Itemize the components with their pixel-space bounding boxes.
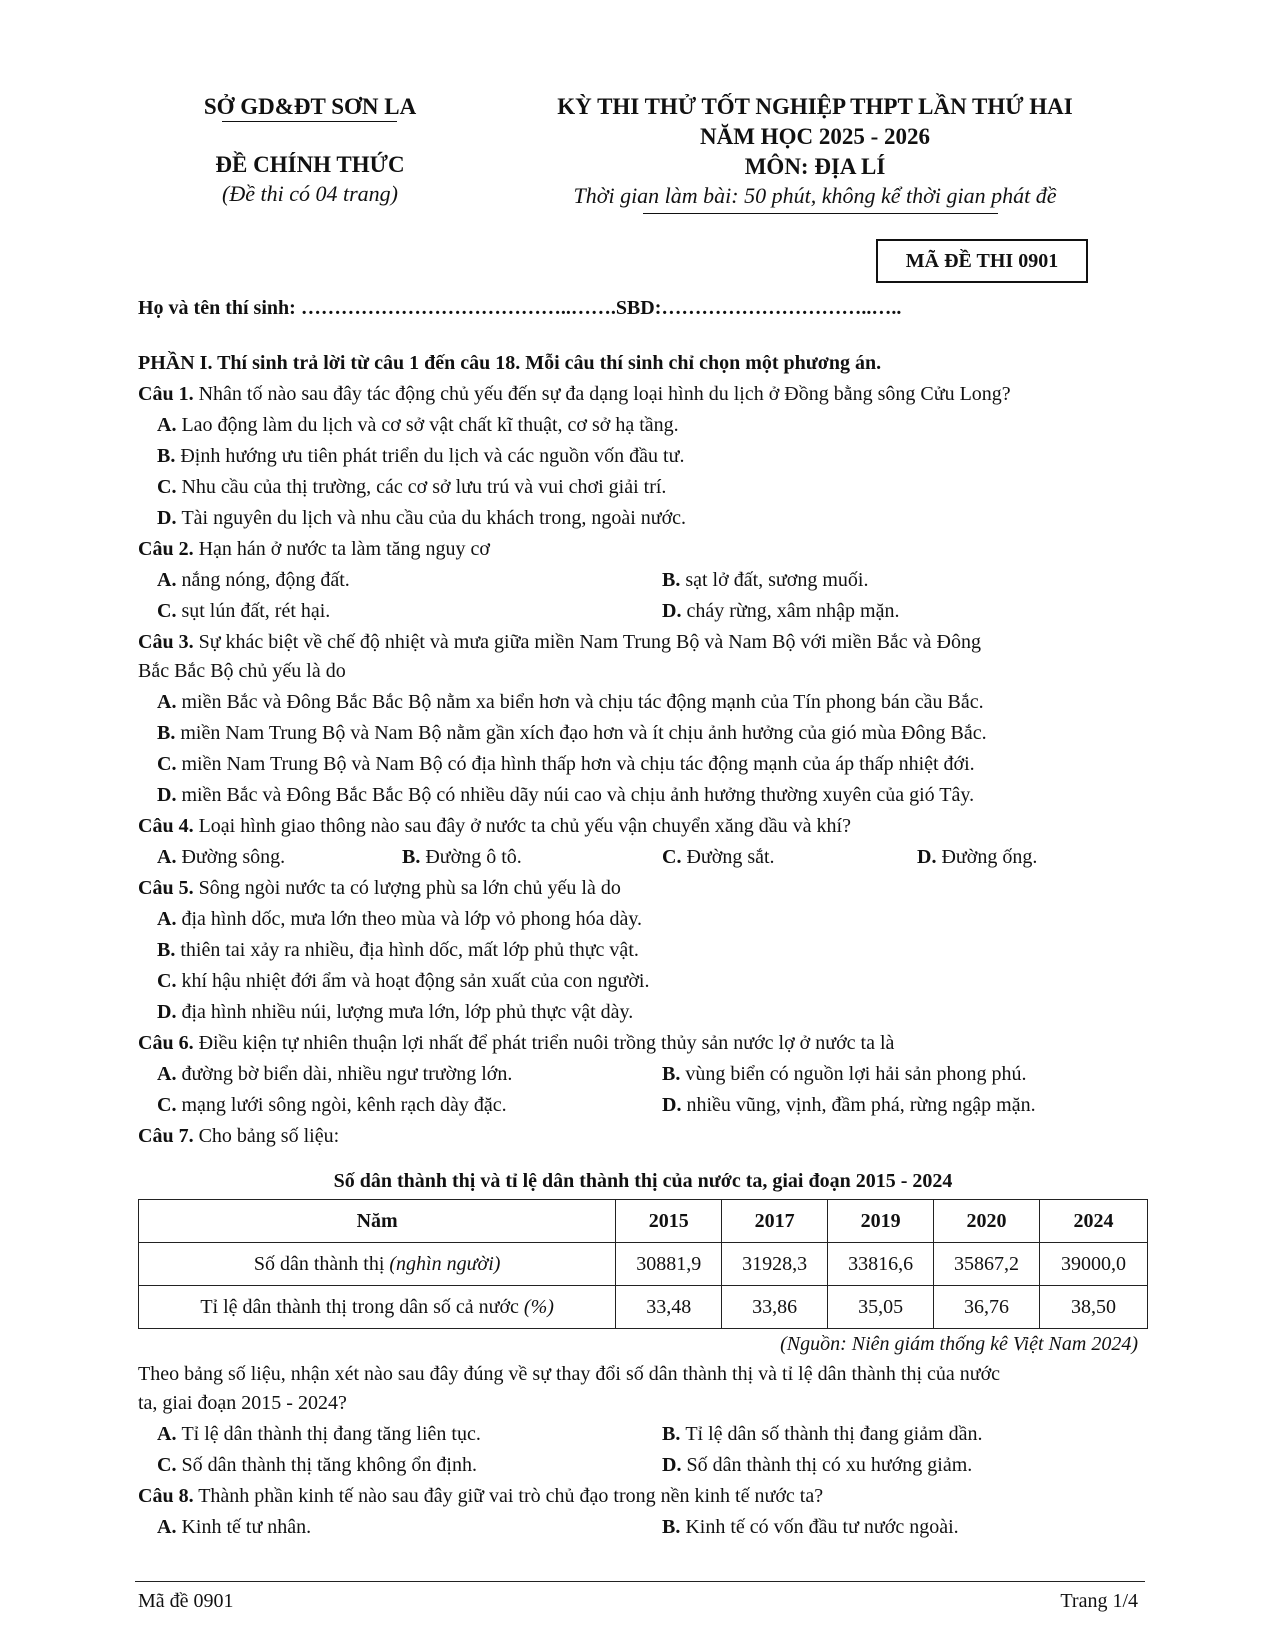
option-letter: D. <box>157 507 182 529</box>
option-text: Số dân thành thị có xu hướng giảm. <box>686 1454 973 1476</box>
question-2 <box>138 538 490 561</box>
option-letter: B. <box>662 1423 686 1445</box>
table-header-cell: 2019 <box>828 1200 934 1243</box>
table-header-cell: 2024 <box>1040 1200 1148 1243</box>
q2-option-d <box>662 600 899 623</box>
q2-option-c <box>157 600 330 623</box>
option-text: đường bờ biển dài, nhiều ngư trường lớn. <box>181 1063 513 1085</box>
row-label <box>139 1286 616 1329</box>
option-text: nhiều vũng, vịnh, đầm phá, rừng ngập mặn. <box>686 1094 1036 1116</box>
option-text: nắng nóng, động đất. <box>181 569 350 591</box>
q6-option-c <box>157 1094 507 1117</box>
option-text: miền Nam Trung Bộ và Nam Bộ có địa hình thấp hơn và chịu tác động mạnh của áp thấp nhiệt đới. <box>181 753 975 775</box>
q3-option-a <box>157 691 984 714</box>
option-text: Lao động làm du lịch và cơ sở vật chất kĩ thuật, cơ sở hạ tầng. <box>181 414 679 436</box>
question-text: Sông ngòi nước ta có lượng phù sa lớn chủ yếu là do <box>193 877 621 899</box>
footer-exam-code: Mã đề 0901 <box>138 1590 234 1612</box>
question-6 <box>138 1032 894 1055</box>
table-cell: 30881,9 <box>616 1243 722 1286</box>
question-4 <box>138 815 851 838</box>
table-cell: 38,50 <box>1040 1286 1148 1329</box>
option-letter: B. <box>662 1063 686 1085</box>
q6-option-b <box>662 1063 1026 1086</box>
q4-option-a <box>157 846 285 869</box>
exam-title: KỲ THI THỬ TỐT NGHIỆP THPT LẦN THỨ HAI <box>557 94 1073 119</box>
q1-option-b <box>157 445 684 468</box>
department-name: SỞ GD&ĐT SƠN LA <box>203 94 417 119</box>
table-cell: 33816,6 <box>828 1243 934 1286</box>
option-letter: C. <box>157 600 182 622</box>
option-letter: C. <box>157 970 182 992</box>
question-8 <box>138 1485 823 1508</box>
question-text: Hạn hán ở nước ta làm tăng nguy cơ <box>193 538 490 560</box>
q5-option-a <box>157 908 642 931</box>
table-header-cell: 2017 <box>722 1200 828 1243</box>
time-underline <box>643 213 998 214</box>
option-text: cháy rừng, xâm nhập mặn. <box>686 600 900 622</box>
option-text: Tỉ lệ dân thành thị đang tăng liên tục. <box>181 1423 481 1445</box>
row-label-text: Số dân thành thị <box>253 1252 390 1275</box>
exam-code-box: MÃ ĐỀ THI 0901 <box>876 239 1088 283</box>
option-text: sạt lở đất, sương muối. <box>685 569 869 591</box>
footer-divider <box>135 1581 1145 1582</box>
q6-option-d <box>662 1094 1036 1117</box>
option-letter: D. <box>157 784 182 806</box>
part1-heading: PHẦN I. Thí sinh trả lời từ câu 1 đến câu 18. Mỗi câu thí sinh chỉ chọn một phương án. <box>138 352 882 374</box>
question-label: Câu 6. <box>138 1032 194 1054</box>
official-label: ĐỀ CHÍNH THỨC <box>215 152 405 177</box>
option-text: Tài nguyên du lịch và nhu cầu của du khách trong, ngoài nước. <box>181 507 687 529</box>
table-header-cell: 2015 <box>616 1200 722 1243</box>
question-5 <box>138 877 621 900</box>
option-letter: B. <box>157 722 181 744</box>
question-label: Câu 4. <box>138 815 194 837</box>
option-text: Nhu cầu của thị trường, các cơ sở lưu trú và vui chơi giải trí. <box>181 476 667 498</box>
option-letter: B. <box>402 846 426 868</box>
q5-option-c <box>157 970 649 993</box>
option-text: mạng lưới sông ngòi, kênh rạch dày đặc. <box>181 1094 507 1116</box>
option-letter: D. <box>917 846 942 868</box>
table-header-cell: 2020 <box>934 1200 1040 1243</box>
q7-option-a <box>157 1423 481 1446</box>
question-label: Câu 7. <box>138 1125 194 1147</box>
question-3-cont: Bắc Bắc Bộ chủ yếu là do <box>138 660 346 682</box>
option-letter: B. <box>662 569 686 591</box>
dept-underline <box>222 121 397 122</box>
option-letter: D. <box>157 1001 182 1023</box>
q2-option-b <box>662 569 868 592</box>
table-cell: 33,86 <box>722 1286 828 1329</box>
option-text: sụt lún đất, rét hại. <box>181 600 331 622</box>
question-text: Thành phần kinh tế nào sau đây giữ vai trò chủ đạo trong nền kinh tế nước ta? <box>193 1485 824 1507</box>
subject-title: MÔN: ĐỊA LÍ <box>744 154 886 179</box>
name-label: Họ và tên thí sinh: <box>138 297 301 319</box>
option-letter: B. <box>157 939 181 961</box>
question-text: Cho bảng số liệu: <box>193 1125 340 1147</box>
row-label-text: Tỉ lệ dân thành thị trong dân số cả nước <box>200 1295 524 1318</box>
question-text: Sự khác biệt về chế độ nhiệt và mưa giữa miền Nam Trung Bộ và Nam Bộ với miền Bắc và Đông <box>193 631 981 653</box>
option-letter: C. <box>157 476 182 498</box>
q1-option-a <box>157 414 679 437</box>
q4-option-d <box>917 846 1037 869</box>
question-7-stem-cont: ta, giai đoạn 2015 - 2024? <box>138 1392 347 1414</box>
option-text: miền Nam Trung Bộ và Nam Bộ nằm gần xích đạo hơn và ít chịu ảnh hưởng của gió mùa Đông Bắc. <box>180 722 987 744</box>
header-right <box>485 92 1145 210</box>
q2-option-a <box>157 569 350 592</box>
option-letter: C. <box>157 1454 182 1476</box>
sbd-label: SBD: <box>615 297 662 319</box>
question-label: Câu 8. <box>138 1485 194 1507</box>
option-letter: D. <box>662 600 687 622</box>
option-text: miền Bắc và Đông Bắc Bắc Bộ nằm xa biển hơn và chịu tác động mạnh của Tín phong bán cầu Bắc. <box>181 691 984 713</box>
q1-option-c <box>157 476 666 499</box>
sbd-field: …………………………..….. <box>661 297 902 319</box>
table-cell: 31928,3 <box>722 1243 828 1286</box>
option-letter: C. <box>157 753 182 775</box>
q1-option-d <box>157 507 686 530</box>
table-cell: 33,48 <box>616 1286 722 1329</box>
q7-option-b <box>662 1423 983 1446</box>
question-label: Câu 5. <box>138 877 194 899</box>
q4-option-b <box>402 846 522 869</box>
option-text: Tỉ lệ dân số thành thị đang giảm dần. <box>685 1423 983 1445</box>
option-letter: A. <box>157 569 182 591</box>
option-letter: D. <box>662 1094 687 1116</box>
question-label: Câu 3. <box>138 631 194 653</box>
q8-option-a <box>157 1516 311 1539</box>
option-letter: B. <box>662 1516 686 1538</box>
option-text: Số dân thành thị tăng không ổn định. <box>181 1454 477 1476</box>
question-7-stem: Theo bảng số liệu, nhận xét nào sau đây đúng về sự thay đổi số dân thành thị và tỉ lệ dân thành thị của nước <box>138 1363 1001 1385</box>
option-text: Đường ô tô. <box>425 846 522 868</box>
table-cell: 35867,2 <box>934 1243 1040 1286</box>
option-text: Đường sông. <box>181 846 286 868</box>
question-3 <box>138 631 981 654</box>
question-7 <box>138 1125 339 1148</box>
q7-option-d <box>662 1454 972 1477</box>
option-text: Kinh tế tư nhân. <box>181 1516 312 1538</box>
option-text: Định hướng ưu tiên phát triển du lịch và các nguồn vốn đầu tư. <box>180 445 685 467</box>
option-letter: D. <box>662 1454 687 1476</box>
option-letter: A. <box>157 691 182 713</box>
option-letter: C. <box>662 846 687 868</box>
row-unit: (nghìn người) <box>389 1252 501 1275</box>
table-header-row <box>139 1200 1148 1243</box>
question-text: Nhân tố nào sau đây tác động chủ yếu đến sự đa dạng loại hình du lịch ở Đồng bằng sông Cửu Long? <box>193 383 1011 405</box>
data-table <box>138 1199 1148 1329</box>
q5-option-d <box>157 1001 633 1024</box>
option-text: Đường sắt. <box>686 846 775 868</box>
option-letter: C. <box>157 1094 182 1116</box>
option-text: vùng biển có nguồn lợi hải sản phong phú. <box>685 1063 1027 1085</box>
q3-option-b <box>157 722 987 745</box>
candidate-line <box>138 297 901 320</box>
page-count: (Đề thi có 04 trang) <box>222 181 398 206</box>
table-cell: 36,76 <box>934 1286 1040 1329</box>
option-text: khí hậu nhiệt đới ẩm và hoạt động sản xuất của con người. <box>181 970 650 992</box>
option-text: miền Bắc và Đông Bắc Bắc Bộ có nhiều dãy núi cao và chịu ảnh hưởng thường xuyên của gió Tây. <box>181 784 975 806</box>
table-title: Số dân thành thị và tỉ lệ dân thành thị của nước ta, giai đoạn 2015 - 2024 <box>333 1170 953 1192</box>
option-text: địa hình dốc, mưa lớn theo mùa và lớp vỏ phong hóa dày. <box>181 908 643 930</box>
option-text: thiên tai xảy ra nhiều, địa hình dốc, mất lớp phủ thực vật. <box>180 939 639 961</box>
option-letter: A. <box>157 846 182 868</box>
table-row <box>139 1286 1148 1329</box>
table-source: (Nguồn: Niên giám thống kê Việt Nam 2024) <box>780 1333 1138 1355</box>
question-label: Câu 2. <box>138 538 194 560</box>
option-letter: A. <box>157 1423 182 1445</box>
row-label <box>139 1243 616 1286</box>
q3-option-d <box>157 784 974 807</box>
option-text: Đường ống. <box>941 846 1038 868</box>
question-label: Câu 1. <box>138 383 194 405</box>
table-row <box>139 1243 1148 1286</box>
row-unit: (%) <box>523 1295 554 1318</box>
time-limit: Thời gian làm bài: 50 phút, không kể thời gian phát đề <box>573 183 1057 208</box>
q5-option-b <box>157 939 639 962</box>
option-letter: A. <box>157 1516 182 1538</box>
q6-option-a <box>157 1063 512 1086</box>
table-cell: 35,05 <box>828 1286 934 1329</box>
question-text: Loại hình giao thông nào sau đây ở nước ta chủ yếu vận chuyển xăng dầu và khí? <box>193 815 851 837</box>
table-header-cell: Năm <box>139 1200 616 1243</box>
q7-option-c <box>157 1454 477 1477</box>
option-letter: B. <box>157 445 181 467</box>
option-text: Kinh tế có vốn đầu tư nước ngoài. <box>685 1516 959 1538</box>
q3-option-c <box>157 753 975 776</box>
option-letter: A. <box>157 414 182 436</box>
header-left <box>170 92 450 208</box>
footer-page-number: Trang 1/4 <box>1060 1590 1138 1612</box>
question-text: Điều kiện tự nhiên thuận lợi nhất để phát triển nuôi trồng thủy sản nước lợ ở nước ta là <box>193 1032 895 1054</box>
school-year: NĂM HỌC 2025 - 2026 <box>700 124 930 149</box>
option-letter: A. <box>157 908 182 930</box>
option-letter: A. <box>157 1063 182 1085</box>
name-field: …………………………………..……. <box>300 297 616 319</box>
option-text: địa hình nhiều núi, lượng mưa lớn, lớp phủ thực vật dày. <box>181 1001 634 1023</box>
question-1 <box>138 383 1011 406</box>
q8-option-b <box>662 1516 959 1539</box>
table-cell: 39000,0 <box>1040 1243 1148 1286</box>
q4-option-c <box>662 846 775 869</box>
